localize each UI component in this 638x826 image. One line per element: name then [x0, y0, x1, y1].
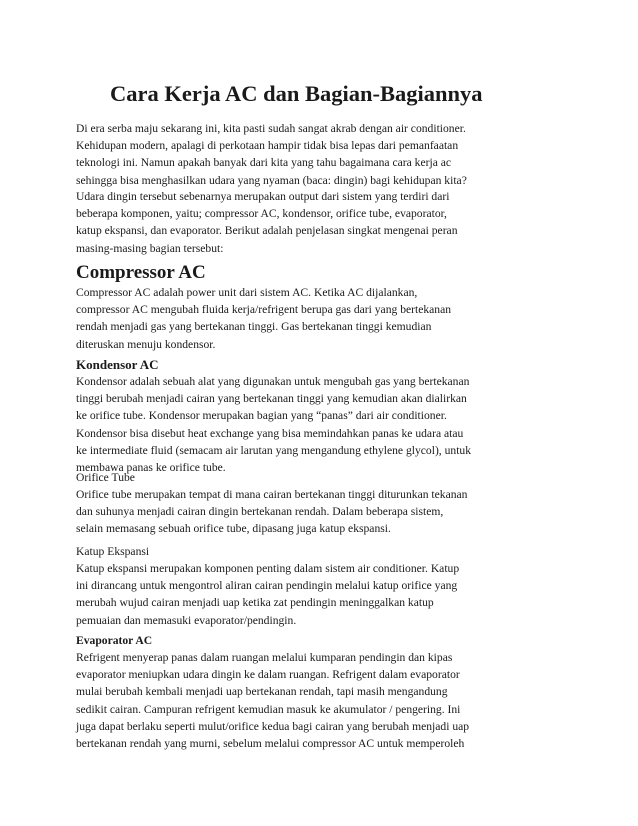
section-body: Compressor AC adalah power unit dari sistem AC. Ketika AC dijalankan, compressor AC mengubah fluida kerja/refrigent berupa gas dari yang bertekanan rendah menjadi gas yang bertekanan tinggi. Gas bertekanan tinggi kemudian diteruskan menuju kondensor. — [76, 286, 452, 351]
section-body: Kondensor adalah sebuah alat yang digunakan untuk mengubah gas yang bertekanan tinggi berubah menjadi cairan yang bertekanan tinggi yang kemudian akan dialirkan ke orifice tube. Kondensor merupakan bagian yang “panas” dari air conditioner. Kondensor bisa disebut heat exchange yang bisa memindahkan panas ke udara atau ke intermediate fluid (semacam air larutan yang mengandung ethylene glycol), untuk membawa panas ke orifice tube. — [76, 375, 472, 475]
section-heading: Evaporator AC — [76, 634, 153, 647]
section-katup-ekspansi — [76, 543, 516, 629]
section-body: Orifice tube merupakan tempat di mana cairan bertekanan tinggi diturunkan tekanan dan suhunya menjadi cairan dingin bertekanan rendah. Dalam beberapa sistem, selain memasang sebuah orifice tube, dipasang juga katup ekspansi. — [76, 488, 468, 536]
section-heading: Katup Ekspansi — [76, 545, 150, 558]
section-kondensor — [76, 356, 516, 476]
section-evaporator — [76, 632, 516, 752]
section-heading: Kondensor AC — [76, 357, 159, 372]
document-title: Cara Kerja AC dan Bagian-Bagiannya — [110, 81, 483, 106]
section-orifice-tube — [76, 469, 516, 538]
section-heading: Orifice Tube — [76, 471, 135, 484]
section-compressor — [76, 262, 516, 353]
section-body: Katup ekspansi merupakan komponen penting dalam sistem air conditioner. Katup ini dirancang untuk mengontrol aliran cairan pendingin melalui katup orifice yang merubah wujud cairan menjadi uap ketika zat pendingin meninggalkan katup pemuaian dan memasuki evaporator/pendingin. — [76, 562, 460, 627]
intro-paragraph-1: Di era serba maju sekarang ini, kita pasti sudah sangat akrab dengan air conditioner. Kehidupan modern, apalagi di perkotaan hampir tidak bisa lepas dari pemanfaatan teknologi ini. Namun apakah banyak dari kita yang tahu bagaimana cara kerja ac sehingga bisa menghasilkan udara yang nyaman (baca: dingin) bagi kehidupan kita? — [76, 122, 467, 187]
section-body: Refrigent menyerap panas dalam ruangan melalui kumparan pendingin dan kipas evaporator meniupkan udara dingin ke dalam ruangan. Refrigent dalam evaporator mulai berubah kembali menjadi uap bertekanan rendah, tapi masih mengandung sedikit cairan. Campuran refrigent kemudian masuk ke akumulator / pengering. Ini juga dapat berlaku seperti mulut/orifice kedua bagi cairan yang berubah menjadi uap bertekanan rendah yang murni, sebelum melalui compressor AC untuk memperoleh — [76, 651, 470, 751]
section-heading: Compressor AC — [76, 262, 206, 283]
intro-paragraph-2: Udara dingin tersebut sebenarnya merupakan output dari sistem yang terdiri dari beberapa komponen, yaitu; compressor AC, kondensor, orifice tube, evaporator, katup ekspansi, dan evaporator. Berikut adalah penjelasan singkat mengenai peran masing-masing bagian tersebut: — [76, 190, 458, 255]
